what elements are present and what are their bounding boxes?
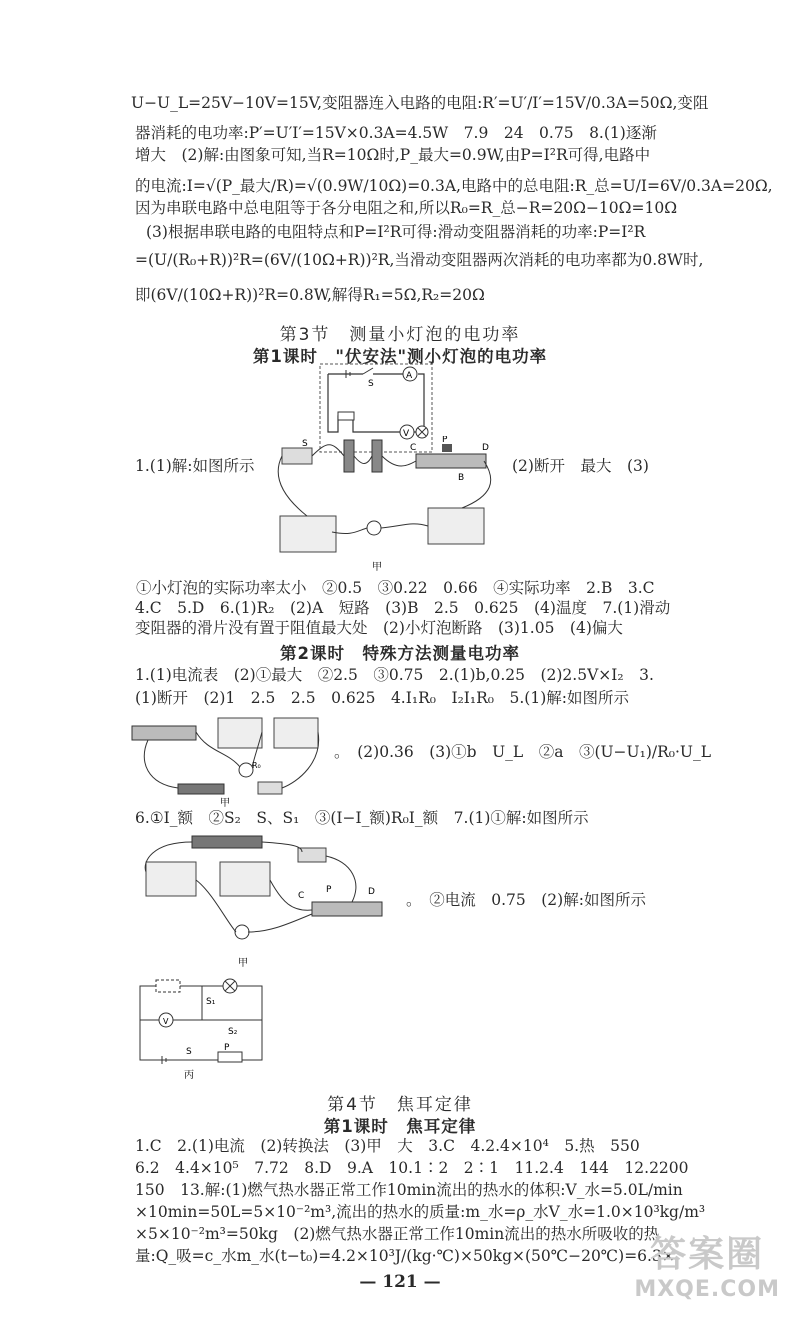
text-line: 因为串联电路中总电阻等于各分电阻之和,所以R₀=R_总−R=20Ω−10Ω=10Ω bbox=[135, 199, 678, 217]
page-number: — 121 — bbox=[359, 1272, 441, 1292]
circuit-diagram-bing bbox=[132, 972, 272, 1080]
resistor-r0-label: R₀ bbox=[252, 761, 261, 770]
figure-caption: 丙 bbox=[184, 1070, 194, 1080]
lesson-title: 第1课时 "伏安法"测小灯泡的电功率 bbox=[252, 347, 548, 366]
text-line: =(U/(R₀+R))²R=(6V/(10Ω+R))²R,当滑动变阻器两次消耗的电功率都为0.8W时, bbox=[135, 251, 704, 269]
switch-s2-label: S₂ bbox=[228, 1027, 238, 1037]
figure-caption: 甲 bbox=[372, 562, 382, 572]
text-line: ×5×10⁻²m³=50kg (2)燃气热水器正常工作10min流出的热水所吸收的热 bbox=[135, 1225, 660, 1243]
text-line: 1.(1)解:如图所示 bbox=[135, 457, 255, 475]
figure-caption: 甲 bbox=[238, 958, 248, 969]
voltmeter-label: V bbox=[163, 1017, 169, 1026]
text-line: 变阻器的滑片没有置于阻值最大处 (2)小灯泡断路 (3)1.05 (4)偏大 bbox=[135, 619, 623, 637]
text-line: 1.C 2.(1)电流 (2)转换法 (3)甲 大 3.C 4.2.4×10⁴ 5.热 550 bbox=[135, 1137, 640, 1155]
page-number-value: 121 bbox=[382, 1272, 418, 1292]
text-line: (2)断开 最大 (3) bbox=[512, 457, 649, 475]
text-line: 。 ②电流 0.75 (2)解:如图所示 bbox=[406, 891, 646, 909]
text-line: U−U_L=25V−10V=15V,变阻器连入电路的电阻:R′=U′/I′=15V/0.3A=50Ω,变阻 bbox=[131, 94, 709, 112]
watermark bbox=[634, 1226, 780, 1302]
text-line: 1.(1)电流表 (2)①最大 ②2.5 ③0.75 2.(1)b,0.25 (2)2.5V×I₂ 3. bbox=[135, 666, 654, 684]
terminal-d-label: D bbox=[368, 887, 375, 897]
slider-p-label: P bbox=[224, 1043, 230, 1053]
terminal-b-label: B bbox=[458, 473, 465, 483]
text-line: 器消耗的电功率:P′=U′I′=15V×0.3A=4.5W 7.9 24 0.75 8.(1)逐渐 bbox=[135, 124, 657, 142]
text-line: 150 13.解:(1)燃气热水器正常工作10min流出的热水的体积:V_水=5.0L/min bbox=[135, 1181, 683, 1199]
text-line: 6.①I_额 ②S₂ S、S₁ ③(I−I_额)R₀I_额 7.(1)①解:如图所示 bbox=[135, 809, 589, 827]
voltmeter-label: V bbox=[403, 429, 410, 439]
slider-p-label: P bbox=[326, 885, 332, 895]
watermark-url: MXQE.COM bbox=[634, 1277, 780, 1302]
section-title: 第4节 焦耳定律 bbox=[327, 1095, 473, 1115]
text-line: 6.2 4.4×10⁵ 7.72 8.D 9.A 10.1∶2 2∶1 11.2.4 144 12.2200 bbox=[135, 1159, 689, 1177]
lesson-title: 第2课时 特殊方法测量电功率 bbox=[280, 644, 520, 663]
text-line: 4.C 5.D 6.(1)R₂ (2)A 短路 (3)B 2.5 0.625 (4)温度 7.(1)滑动 bbox=[135, 599, 671, 617]
text-line: ①小灯泡的实际功率太小 ②0.5 ③0.22 0.66 ④实际功率 2.B 3.C bbox=[136, 579, 655, 597]
watermark-logo: 答案圈 bbox=[650, 1234, 765, 1275]
text-line: ×10min=50L=5×10⁻²m³,流出的热水的质量:m_水=ρ_水V_水=1.0×10³kg/m³ bbox=[135, 1203, 706, 1221]
text-line: 的电流:I=√(P_最大/R)=√(0.9W/10Ω)=0.3A,电路中的总电阻:R_总=U/I=6V/0.3A=20Ω, bbox=[135, 177, 773, 195]
apparatus-figure-2 bbox=[128, 712, 328, 808]
terminal-c-label: C bbox=[298, 891, 305, 901]
switch-label: S bbox=[186, 1047, 192, 1057]
text-line: (3)根据串联电路的电阻特点和P=I²R可得:滑动变阻器消耗的功率:P=I²R bbox=[146, 223, 646, 241]
terminal-d-label: D bbox=[482, 443, 489, 453]
text-line: 。 (2)0.36 (3)①b U_L ②a ③(U−U₁)/R₀·U_L bbox=[334, 743, 712, 761]
text-line: 即(6V/(10Ω+R))²R=0.8W,解得R₁=5Ω,R₂=20Ω bbox=[135, 286, 485, 304]
text-line: (1)断开 (2)1 2.5 2.5 0.625 4.I₁R₀ I₂I₁R₀ 5.(1)解:如图所示 bbox=[135, 689, 629, 707]
switch-label: S bbox=[368, 379, 374, 389]
figure-caption: 甲 bbox=[220, 798, 230, 808]
apparatus-figure-3 bbox=[132, 832, 398, 970]
ammeter-label: A bbox=[406, 371, 413, 381]
text-line: 量:Q_吸=c_水m_水(t−t₀)=4.2×10³J/(kg·℃)×50kg×(50℃−20℃)=6.3× bbox=[135, 1247, 675, 1265]
switch-label: S bbox=[302, 439, 308, 449]
text-line: 增大 (2)解:由图象可知,当R=10Ω时,P_最大=0.9W,由P=I²R可得,电路中 bbox=[135, 146, 651, 164]
lesson-title: 第1课时 焦耳定律 bbox=[323, 1117, 477, 1136]
switch-s1-label: S₁ bbox=[206, 997, 216, 1007]
terminal-c-label: C bbox=[410, 443, 417, 453]
slider-p-label: P bbox=[442, 436, 448, 445]
section-title: 第3节 测量小灯泡的电功率 bbox=[279, 325, 521, 345]
apparatus-figure-1 bbox=[262, 436, 502, 572]
